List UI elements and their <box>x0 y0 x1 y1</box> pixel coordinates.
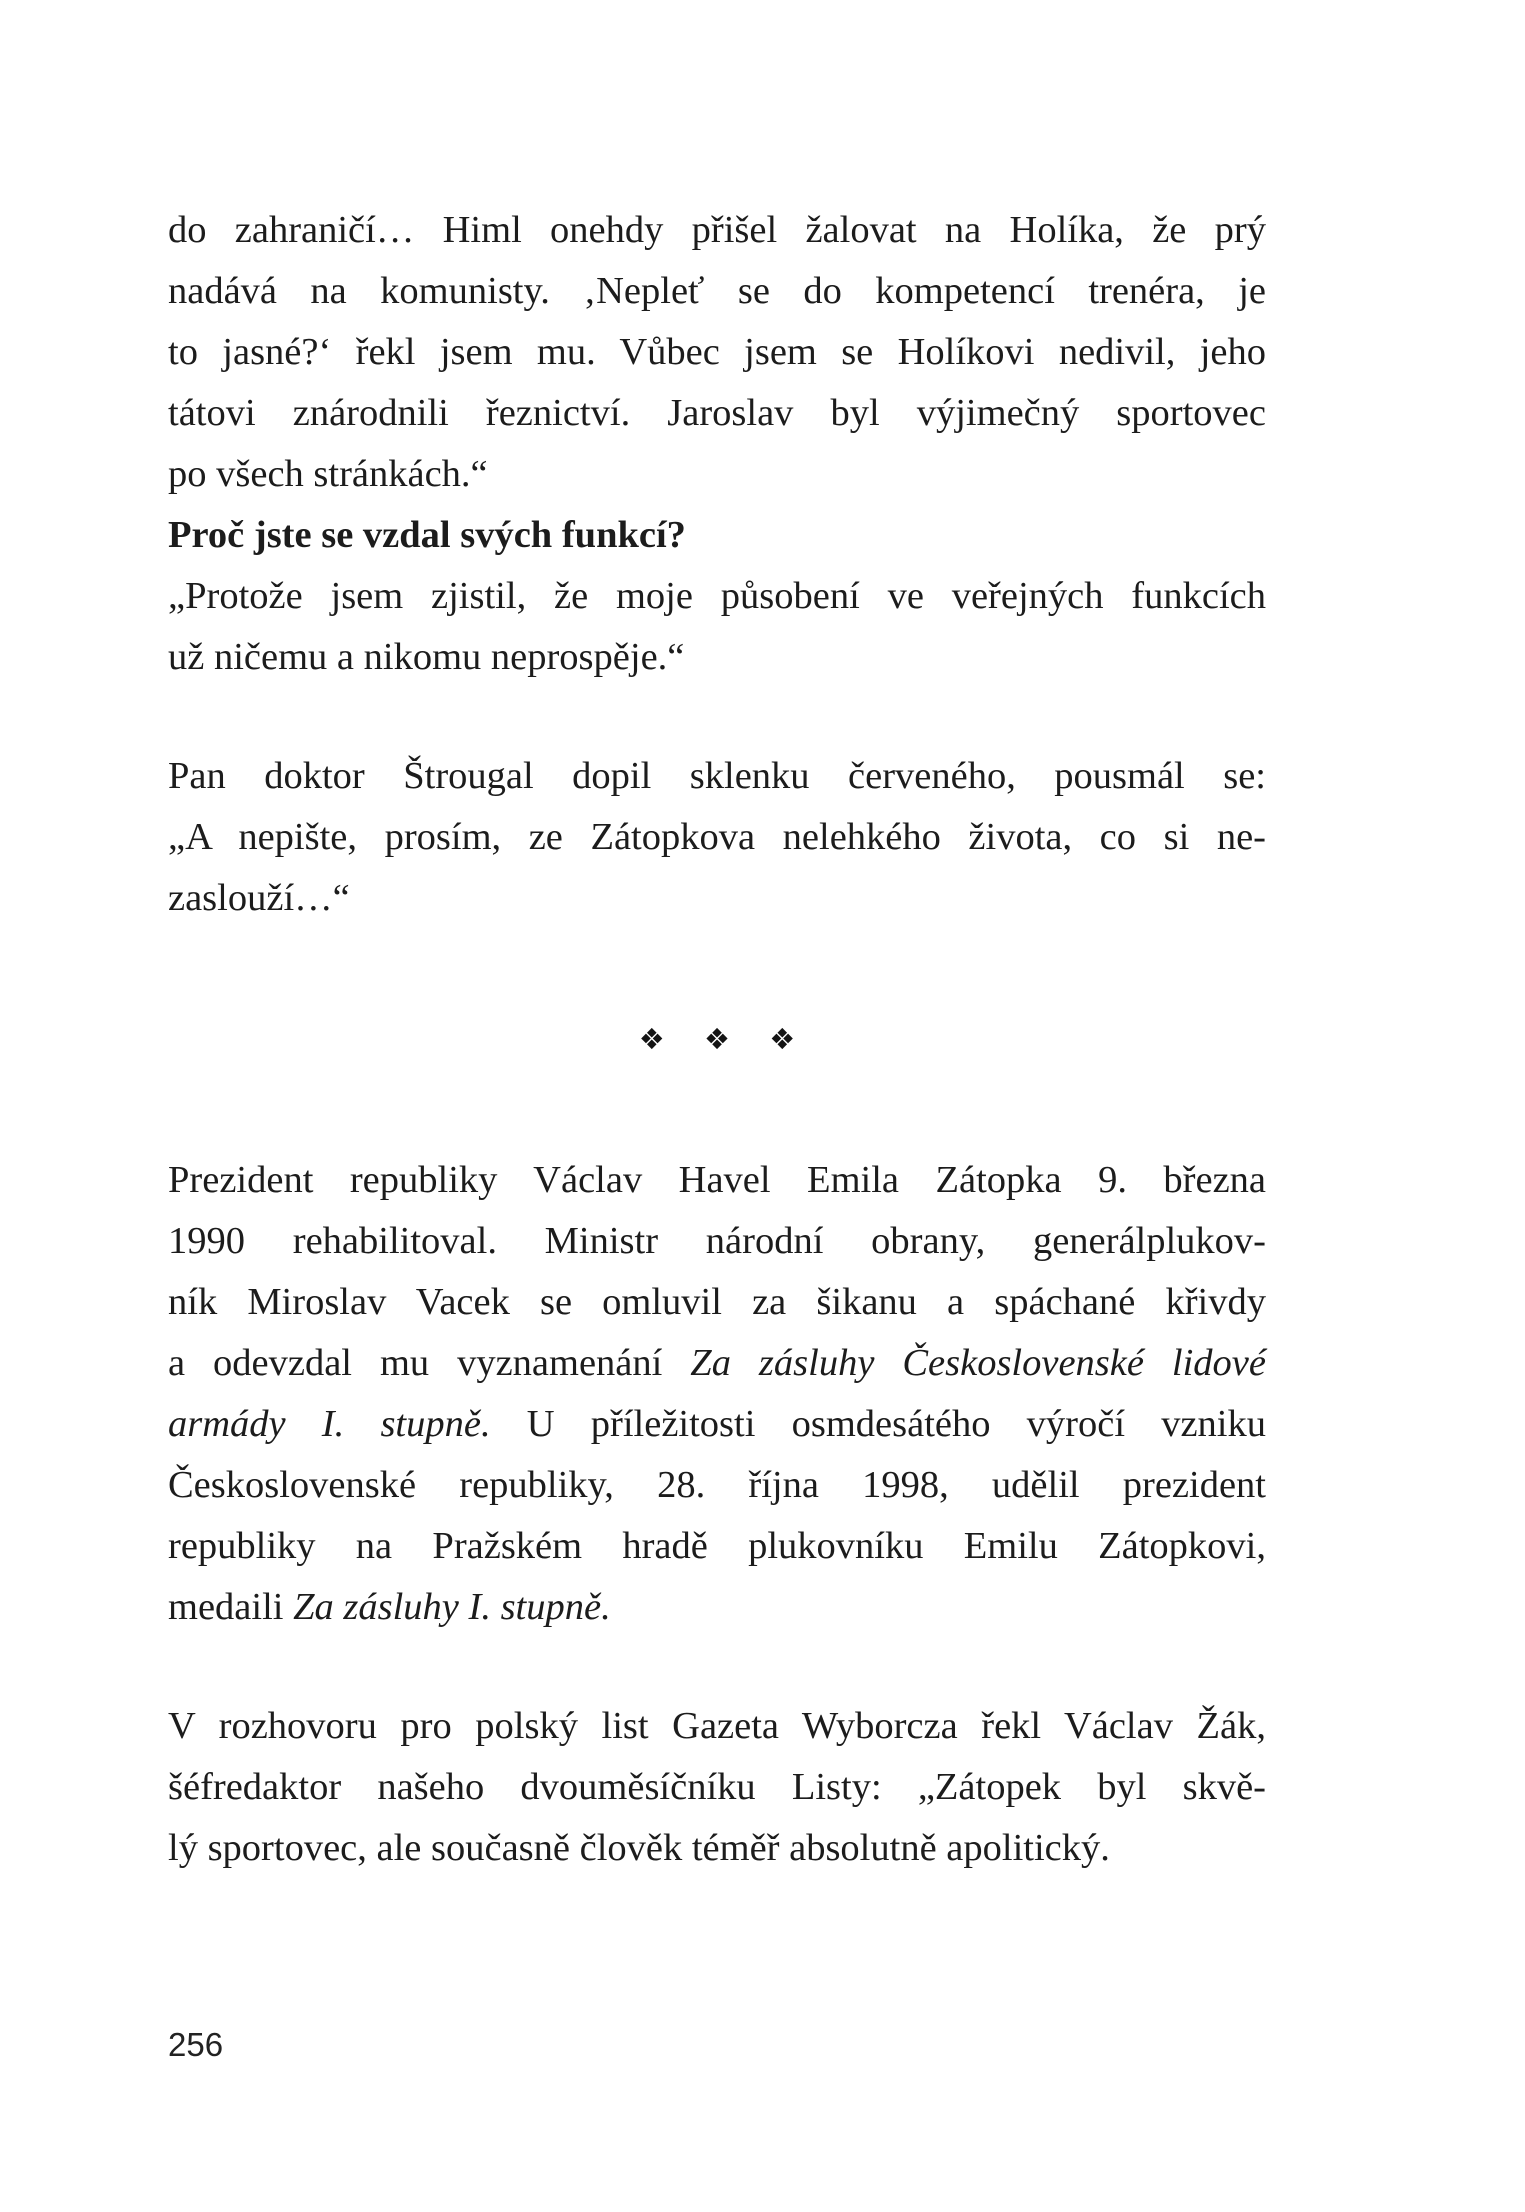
text-line: Prezident republiky Václav Havel Emila Zátopka 9. března <box>168 1159 1266 1201</box>
paragraph-gazeta-wyborcza <box>168 1696 1266 1879</box>
paragraph-spacer <box>168 1638 1266 1696</box>
text-line: armády I. stupně. U příležitosti osmdesátého výročí vzniku <box>168 1403 1266 1445</box>
text-line: a odevzdal mu vyznamenání Za zásluhy Československé lidové <box>168 1342 1266 1384</box>
text-line: „Protože jsem zjistil, že moje působení ve veřejných funkcích <box>168 575 1266 617</box>
paragraph-interview-answer <box>168 566 1266 688</box>
section-break-ornament: ❖ ❖ ❖ <box>638 1022 796 1056</box>
text-line: do zahraničí… Himl onehdy přišel žalovat na Holíka, že prý <box>168 209 1266 251</box>
text-line: Československé republiky, 28. října 1998, udělil prezident <box>168 1464 1266 1506</box>
text-line: po všech stránkách.“ <box>168 453 488 495</box>
paragraph-interview-question <box>168 505 1266 566</box>
text-line: zaslouží…“ <box>168 877 350 919</box>
text-line: medaili Za zásluhy I. stupně. <box>168 1586 611 1628</box>
paragraph-spacer <box>168 688 1266 746</box>
text-line: Pan doktor Štrougal dopil sklenku červeného, pousmál se: <box>168 755 1266 797</box>
text-line: šéfredaktor našeho dvouměsíčníku Listy: „Zátopek byl skvě- <box>168 1766 1266 1808</box>
text-line: to jasné?‘ řekl jsem mu. Vůbec jsem se Holíkovi nedivil, jeho <box>168 331 1266 373</box>
text-line: V rozhovoru pro polský list Gazeta Wyborcza řekl Václav Žák, <box>168 1705 1266 1747</box>
paragraph-rehabilitation <box>168 1150 1266 1638</box>
text-line: už ničemu a nikomu neprospěje.“ <box>168 636 685 678</box>
text-line: lý sportovec, ale současně člověk téměř absolutně apolitický. <box>168 1827 1110 1869</box>
text-line: 1990 rehabilitoval. Ministr národní obrany, generálplukov- <box>168 1220 1266 1262</box>
text-line: tátovi znárodnili řeznictví. Jaroslav byl výjimečný sportovec <box>168 392 1266 434</box>
paragraph-spacer <box>168 1070 1266 1150</box>
text-line: nadává na komunisty. ‚Nepleť se do kompetencí trenéra, je <box>168 270 1266 312</box>
page-number: 256 <box>168 2026 224 2063</box>
paragraph-strougal <box>168 746 1266 929</box>
paragraph-interview-quote <box>168 200 1266 505</box>
paragraph-spacer <box>168 929 1266 1009</box>
text-block <box>168 200 1266 1879</box>
text-line: republiky na Pražském hradě plukovníku Emilu Zátopkovi, <box>168 1525 1266 1567</box>
text-line: Proč jste se vzdal svých funkcí? <box>168 514 686 556</box>
text-line: „A nepište, prosím, ze Zátopkova nelehkého života, co si ne- <box>168 816 1266 858</box>
text-line: ník Miroslav Vacek se omluvil za šikanu a spáchané křivdy <box>168 1281 1266 1323</box>
